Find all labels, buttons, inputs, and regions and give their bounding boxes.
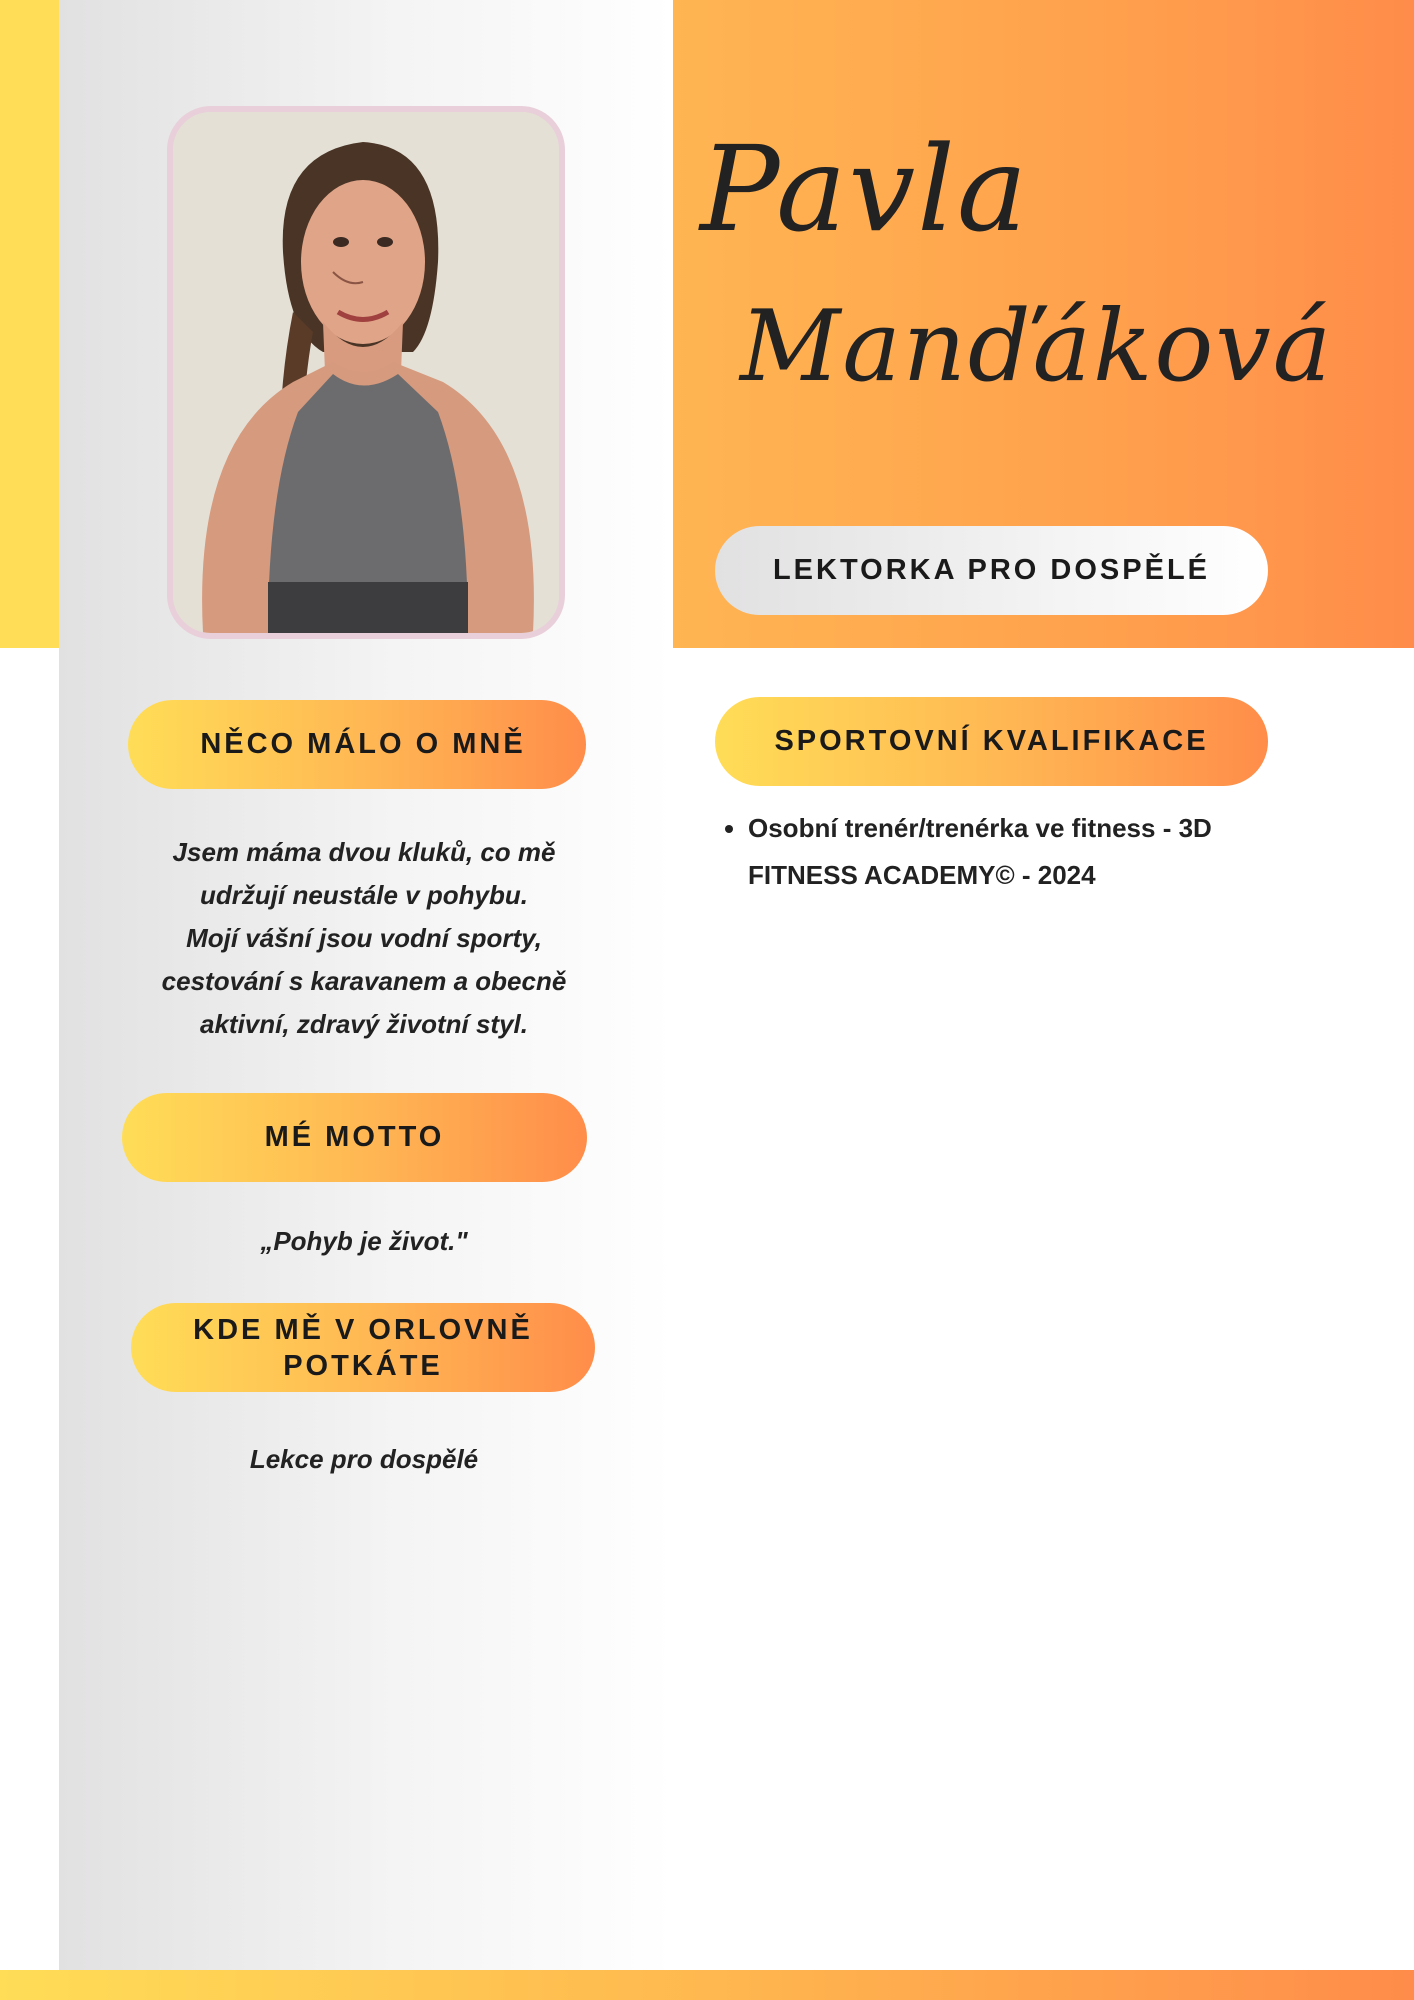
about-text (128, 831, 600, 1046)
location-heading-line: POTKÁTE (283, 1349, 443, 1382)
location-text: Lekce pro dospělé (249, 1444, 479, 1474)
role-badge: LEKTORKA PRO DOSPĚLÉ (715, 526, 1268, 615)
about-heading: NĚCO MÁLO O MNĚ (128, 700, 586, 789)
portrait-photo (173, 112, 559, 633)
about-line: udržují neustále v pohybu. (200, 880, 528, 910)
motto-text: „Pohyb je život." (260, 1226, 468, 1256)
last-name: Manďáková (740, 290, 1334, 404)
about-line: Jsem máma dvou kluků, co mě (172, 837, 556, 867)
footer-gradient-bar (0, 1970, 1414, 2000)
location-heading-line: KDE MĚ V ORLOVNĚ (193, 1313, 533, 1346)
about-line: cestování s karavanem a obecně (161, 966, 567, 996)
yellow-accent-strip (0, 0, 59, 648)
motto-heading: MÉ MOTTO (122, 1093, 587, 1182)
location-heading (131, 1303, 595, 1392)
first-name: Pavla (700, 120, 1030, 258)
about-line: aktivní, zdravý životní styl. (200, 1009, 528, 1039)
qualifications-list (715, 805, 1328, 899)
profile-photo (167, 106, 565, 639)
qualification-item: • Osobní trenér/trenérka ve fitness - 3D FITNESS ACADEMY© - 2024 (748, 805, 1328, 899)
about-line: Mojí vášní jsou vodní sporty, (186, 923, 542, 953)
qualifications-heading: SPORTOVNÍ KVALIFIKACE (715, 697, 1268, 786)
